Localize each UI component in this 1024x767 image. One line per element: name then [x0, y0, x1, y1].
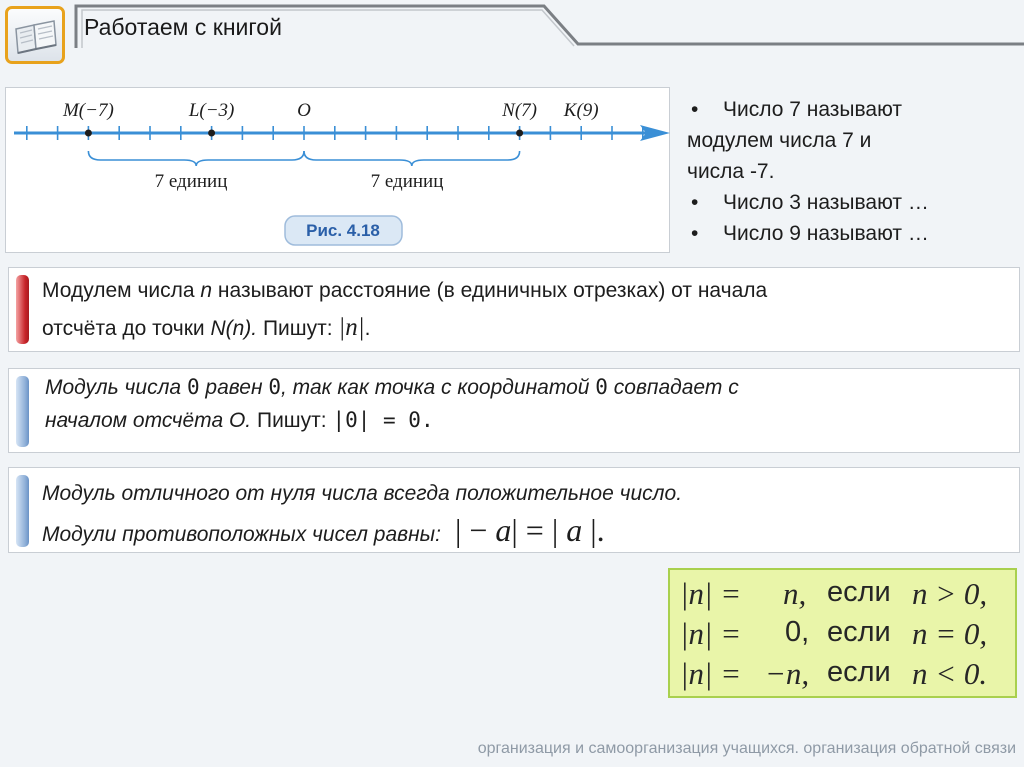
formula-lhs: |n| =: [680, 576, 742, 611]
definition-text: .: [364, 317, 371, 340]
bullet-item-1-line-2: модулем числа 7 и: [687, 129, 872, 152]
formula-cond-word: если: [827, 576, 891, 608]
bullet-item-1-line-3: числа -7.: [687, 160, 775, 183]
brace-right-label: 7 единиц: [370, 171, 444, 192]
definition-panel: [8, 267, 1020, 352]
figure-caption: Рис. 4.18: [306, 221, 380, 240]
definition-formula: |n|: [338, 314, 365, 341]
positive-rule-panel: [8, 467, 1020, 553]
positive-rule-line-1: Модуль отличного от нуля числа всегда положительное число.: [42, 482, 683, 505]
definition-text: Модулем числа: [42, 279, 201, 302]
positive-rule-text: Модули противоположных чисел равны:: [42, 523, 441, 546]
point-label: K(9): [563, 100, 599, 121]
bullet-item-1: [687, 94, 1017, 125]
formula-row-2: [670, 616, 1019, 656]
formula-value: 0,: [785, 616, 810, 648]
open-book-icon: [5, 6, 65, 64]
zero-rule-number: 0: [595, 375, 608, 399]
point-marker: [516, 130, 523, 137]
positive-rule-line-2: [42, 512, 605, 549]
formula-value: n,: [783, 576, 807, 611]
formula-part: | = |: [511, 512, 567, 548]
zero-rule-text: совпадает с: [607, 376, 739, 399]
zero-rule-text: Модуль числа: [45, 376, 187, 399]
formula-cond-word: если: [827, 616, 891, 648]
blue-accent-bar: [16, 475, 29, 547]
definition-line-1: [42, 279, 767, 303]
definition-line-2: [42, 314, 371, 342]
formula-cond: n > 0,: [912, 576, 988, 611]
number-line-figure: [5, 87, 670, 253]
zero-rule-text: , так как точка с координатой: [281, 376, 596, 399]
bullet-marker: •: [691, 98, 699, 121]
red-accent-bar: [16, 275, 29, 344]
formula-cond: n = 0,: [912, 616, 988, 651]
zero-rule-line-2: [45, 408, 434, 433]
footer-caption: организация и самоорганизация учащихся. организация обратной связи: [477, 740, 1016, 757]
bullet-marker: •: [691, 191, 699, 214]
point-label: O: [297, 100, 311, 121]
zero-rule-line-1: [45, 375, 739, 400]
brace-left: [88, 151, 304, 166]
formula-lhs: |n| =: [680, 656, 742, 691]
definition-var: n: [200, 279, 213, 302]
zero-rule-number: 0: [268, 375, 282, 399]
formula-var: a: [566, 512, 583, 548]
zero-rule-text: Пишут:: [251, 409, 333, 432]
formula-cond: n < 0.: [912, 656, 988, 691]
modulus-formula-box: [668, 568, 1017, 698]
formula-cond-word: если: [827, 656, 891, 688]
page-title: Работаем с книгой: [84, 14, 282, 40]
formula-part: |.: [582, 512, 605, 548]
point-marker: [208, 130, 215, 137]
brace-left-label: 7 единиц: [154, 171, 228, 192]
zero-rule-panel: [8, 368, 1020, 453]
definition-point: N(n).: [210, 317, 258, 340]
point-marker: [85, 130, 92, 137]
zero-rule-text: равен: [199, 376, 269, 399]
bullet-item-1-line-1: Число 7 называют: [723, 98, 903, 121]
zero-rule-text: началом отсчёта: [45, 409, 229, 432]
zero-rule-formula: |0| = 0.: [332, 408, 434, 432]
formula-part: | −: [454, 512, 496, 548]
formula-var: a: [495, 512, 512, 548]
zero-rule-number: 0: [186, 375, 200, 399]
brace-right: [304, 151, 520, 166]
point-label: M(−7): [62, 100, 114, 121]
bullet-item-2: [687, 187, 1017, 218]
zero-rule-origin: O.: [228, 409, 252, 432]
bullet-list: [687, 94, 1017, 249]
bullet-item-3: [687, 218, 1017, 249]
definition-text: Пишут:: [257, 317, 339, 340]
formula-row-1: [670, 576, 1019, 616]
opposite-moduli-formula: [455, 512, 605, 548]
bullet-item-3-text: Число 9 называют …: [723, 222, 929, 245]
formula-lhs: |n| =: [680, 616, 742, 651]
definition-text: называют расстояние (в единичных отрезках) от начала: [212, 279, 768, 302]
point-label: L(−3): [188, 100, 235, 121]
formula-row-3: [670, 656, 1019, 696]
blue-accent-bar: [16, 376, 29, 447]
definition-text: отсчёта до точки: [42, 317, 211, 340]
formula-value: −n,: [765, 656, 810, 691]
bullet-item-2-text: Число 3 называют …: [723, 191, 929, 214]
point-label: N(7): [502, 100, 538, 121]
bullet-marker: •: [691, 222, 699, 245]
